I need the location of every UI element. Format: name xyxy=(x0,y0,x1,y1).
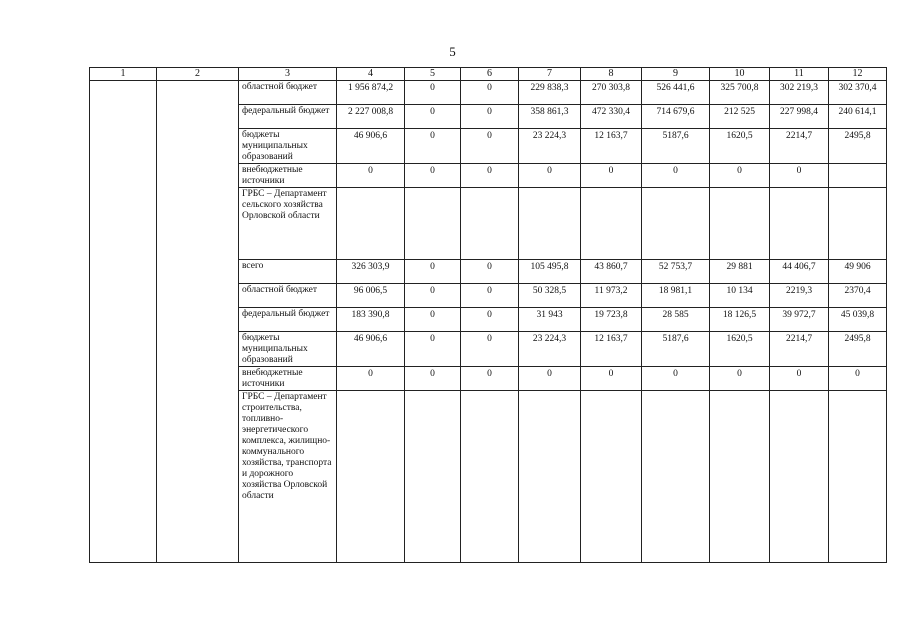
value-cell: 23 224,3 xyxy=(519,332,581,367)
value-cell: 240 614,1 xyxy=(829,105,887,129)
value-cell xyxy=(337,188,405,260)
value-cell: 10 134 xyxy=(710,284,770,308)
value-cell: 714 679,6 xyxy=(642,105,710,129)
value-cell: 0 xyxy=(461,260,519,284)
value-cell: 52 753,7 xyxy=(642,260,710,284)
value-cell: 0 xyxy=(461,308,519,332)
value-cell xyxy=(581,391,642,563)
value-cell xyxy=(710,188,770,260)
value-cell: 227 998,4 xyxy=(770,105,829,129)
value-cell xyxy=(519,391,581,563)
value-cell: 325 700,8 xyxy=(710,81,770,105)
column-header: 9 xyxy=(642,68,710,81)
value-cell: 0 xyxy=(405,260,461,284)
value-cell: 2495,8 xyxy=(829,332,887,367)
value-cell: 0 xyxy=(461,367,519,391)
value-cell xyxy=(461,188,519,260)
value-cell: 46 906,6 xyxy=(337,129,405,164)
merged-cell-col-1 xyxy=(90,81,157,563)
value-cell: 2370,4 xyxy=(829,284,887,308)
value-cell: 28 585 xyxy=(642,308,710,332)
value-cell xyxy=(581,188,642,260)
value-cell: 5187,6 xyxy=(642,332,710,367)
value-cell: 12 163,7 xyxy=(581,332,642,367)
value-cell: 0 xyxy=(405,129,461,164)
value-cell: 0 xyxy=(405,81,461,105)
value-cell: 23 224,3 xyxy=(519,129,581,164)
value-cell: 358 861,3 xyxy=(519,105,581,129)
value-cell: 18 981,1 xyxy=(642,284,710,308)
value-cell: 270 303,8 xyxy=(581,81,642,105)
row-label: областной бюджет xyxy=(239,284,337,308)
column-header: 10 xyxy=(710,68,770,81)
row-label: федеральный бюджет xyxy=(239,105,337,129)
value-cell: 2 227 008,8 xyxy=(337,105,405,129)
value-cell: 0 xyxy=(461,284,519,308)
value-cell: 302 370,4 xyxy=(829,81,887,105)
row-label: ГРБС – Департамент сельского хозяйства Орловской области xyxy=(239,188,337,260)
value-cell: 43 860,7 xyxy=(581,260,642,284)
value-cell: 0 xyxy=(405,164,461,188)
value-cell: 0 xyxy=(337,164,405,188)
column-header: 8 xyxy=(581,68,642,81)
page-number: 5 xyxy=(449,44,456,59)
value-cell: 105 495,8 xyxy=(519,260,581,284)
value-cell: 0 xyxy=(710,367,770,391)
value-cell: 49 906 xyxy=(829,260,887,284)
value-cell: 0 xyxy=(829,367,887,391)
value-cell: 0 xyxy=(642,164,710,188)
row-label: внебюджетные источники xyxy=(239,164,337,188)
column-header: 5 xyxy=(405,68,461,81)
value-cell: 2219,3 xyxy=(770,284,829,308)
value-cell xyxy=(642,391,710,563)
value-cell: 2495,8 xyxy=(829,129,887,164)
column-header: 7 xyxy=(519,68,581,81)
value-cell: 0 xyxy=(405,367,461,391)
value-cell: 1620,5 xyxy=(710,129,770,164)
value-cell: 18 126,5 xyxy=(710,308,770,332)
row-label: бюджеты муниципальных образований xyxy=(239,129,337,164)
value-cell xyxy=(770,188,829,260)
column-header: 12 xyxy=(829,68,887,81)
value-cell: 0 xyxy=(519,164,581,188)
column-header: 4 xyxy=(337,68,405,81)
value-cell: 0 xyxy=(519,367,581,391)
value-cell: 183 390,8 xyxy=(337,308,405,332)
value-cell xyxy=(770,391,829,563)
value-cell: 45 039,8 xyxy=(829,308,887,332)
value-cell: 12 163,7 xyxy=(581,129,642,164)
row-label: всего xyxy=(239,260,337,284)
value-cell xyxy=(405,391,461,563)
value-cell: 39 972,7 xyxy=(770,308,829,332)
value-cell xyxy=(642,188,710,260)
value-cell: 526 441,6 xyxy=(642,81,710,105)
value-cell: 0 xyxy=(461,129,519,164)
value-cell: 0 xyxy=(581,164,642,188)
merged-cell-col-2 xyxy=(157,81,239,563)
value-cell: 0 xyxy=(461,332,519,367)
value-cell: 212 525 xyxy=(710,105,770,129)
value-cell xyxy=(405,188,461,260)
value-cell: 472 330,4 xyxy=(581,105,642,129)
value-cell: 46 906,6 xyxy=(337,332,405,367)
value-cell: 302 219,3 xyxy=(770,81,829,105)
value-cell: 11 973,2 xyxy=(581,284,642,308)
value-cell: 2214,7 xyxy=(770,332,829,367)
value-cell xyxy=(829,391,887,563)
column-header: 3 xyxy=(239,68,337,81)
value-cell: 0 xyxy=(642,367,710,391)
value-cell: 5187,6 xyxy=(642,129,710,164)
value-cell: 0 xyxy=(770,367,829,391)
table-header-row xyxy=(90,68,887,81)
value-cell: 0 xyxy=(405,284,461,308)
column-header: 6 xyxy=(461,68,519,81)
value-cell: 29 881 xyxy=(710,260,770,284)
value-cell: 0 xyxy=(461,164,519,188)
value-cell xyxy=(829,164,887,188)
value-cell: 0 xyxy=(770,164,829,188)
value-cell xyxy=(710,391,770,563)
value-cell: 31 943 xyxy=(519,308,581,332)
value-cell: 229 838,3 xyxy=(519,81,581,105)
value-cell: 19 723,8 xyxy=(581,308,642,332)
row-label: областной бюджет xyxy=(239,81,337,105)
column-header: 1 xyxy=(90,68,157,81)
value-cell: 0 xyxy=(405,308,461,332)
value-cell xyxy=(519,188,581,260)
value-cell: 2214,7 xyxy=(770,129,829,164)
budget-table xyxy=(89,67,887,563)
value-cell: 0 xyxy=(461,81,519,105)
value-cell xyxy=(829,188,887,260)
value-cell: 50 328,5 xyxy=(519,284,581,308)
value-cell: 0 xyxy=(581,367,642,391)
value-cell: 44 406,7 xyxy=(770,260,829,284)
row-label: ГРБС – Департамент строительства, топливно-энергетического комплекса, жилищно-коммунального хозяйства, транспорта и дорожного хозяйства Орловской области xyxy=(239,391,337,563)
row-label: федеральный бюджет xyxy=(239,308,337,332)
value-cell: 0 xyxy=(710,164,770,188)
value-cell: 326 303,9 xyxy=(337,260,405,284)
row-label: внебюджетные источники xyxy=(239,367,337,391)
value-cell: 0 xyxy=(461,105,519,129)
value-cell: 0 xyxy=(405,105,461,129)
value-cell: 0 xyxy=(337,367,405,391)
column-header: 11 xyxy=(770,68,829,81)
row-label: бюджеты муниципальных образований xyxy=(239,332,337,367)
value-cell: 1620,5 xyxy=(710,332,770,367)
value-cell: 1 956 874,2 xyxy=(337,81,405,105)
column-header: 2 xyxy=(157,68,239,81)
value-cell xyxy=(337,391,405,563)
value-cell xyxy=(461,391,519,563)
table-row xyxy=(90,81,887,105)
value-cell: 0 xyxy=(405,332,461,367)
value-cell: 96 006,5 xyxy=(337,284,405,308)
